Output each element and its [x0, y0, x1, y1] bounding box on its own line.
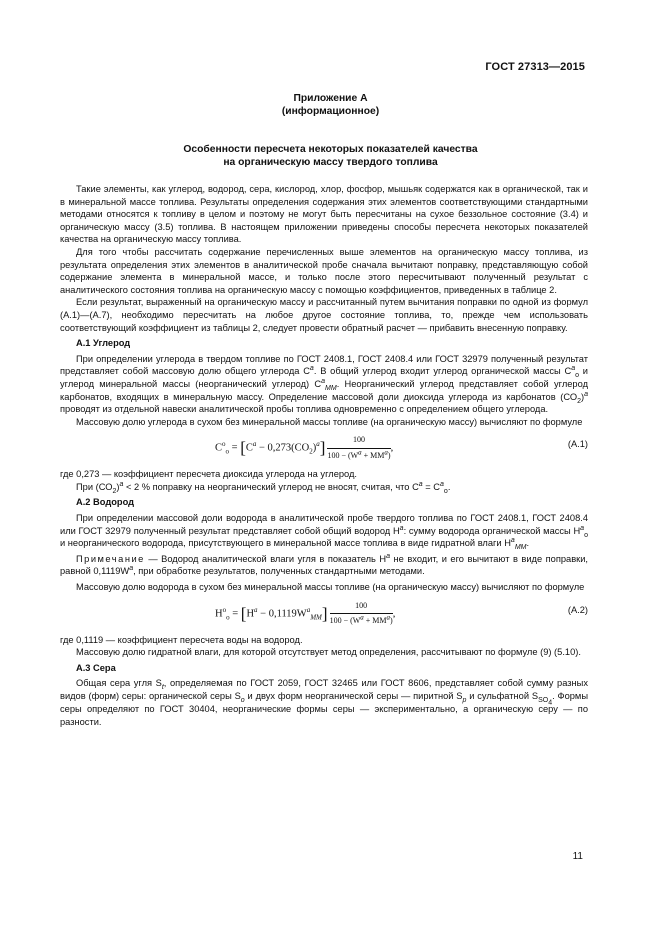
sulfur-paragraph: Общая сера угля $S_t$, определяемая по ГОСТ 2059, ГОСТ 32465 или ГОСТ 8606, представляет собой сумму разных видов (форм) серы: органической серы $S_o$ и двух форм неорганической серы — пиритной $S_p$ и сульфатной $S_{SO_4}$. Формы серы определяют по ГОСТ 30404, неорганические формы серы — экспериментально, а органическую серу — по разности. [60, 678, 588, 727]
formula-a1-number: (А.1) [567, 439, 588, 450]
title-line-2: на органическую массу твердого топлива [223, 157, 438, 168]
carbon-formula-intro: Массовую долю углерода в сухом без минеральной массы топливе (на органическую массу) вычисляют по формуле [76, 416, 583, 427]
hydrogen-paragraph-2: Массовую долю гидратной влаги, для которой отсутствует метод определения, рассчитывают по формуле (9) (5.10). [76, 647, 581, 658]
standard-number: ГОСТ 27313—2015 [485, 61, 585, 73]
page-title [0, 143, 661, 169]
formula-a2-expression: $Н^o_o = [Н^a - 0,1119W^a_{MM}]$ $\frac{100}{100 - (W^a + MM^a)}$ , [215, 600, 396, 626]
section-heading-sulfur: А.3 Сера [76, 662, 116, 673]
hydrogen-note: Примечание — Водород аналитической влаги угля в показатель $Н^a$ не входит, и его вычитают в виде поправки, равной $0,1119W^a$, при обработке результатов, полученных стандартными методами. [60, 552, 589, 577]
intro-paragraph: Такие элементы, как углерод, водород, сера, кислород, хлор, фосфор, мышьяк содержатся как в органической, так и в минеральной массе топлива. Результаты определения содержания этих элементов соответствующими стандартными методами относятся к топливу в целом и поэтому не могут быть пересчитаны на сухое беззольное состояние (3.4) и органическую массу (3.5) топлива. В настоящем приложении приведены способы пересчета некоторых показателей качества на органическую массу топлива. [60, 184, 588, 245]
annex-heading [0, 92, 661, 118]
hydrogen-where: где 0,1119 — коэффициент пересчета воды на водород. [60, 634, 303, 645]
intro-paragraph: Если результат, выраженный на органическую массу и рассчитанный путем вычитания поправки по одной из формул (А.1)—(А.7), необходимо пересчитать на любое другое состояние топлива, то, прежде чем использовать соответствующий коэффициент из таблицы 2, следует провести обратный расчет — прибавить внесенную поправку. [60, 297, 588, 333]
page-number: 11 [572, 851, 583, 862]
intro-paragraph: Для того чтобы рассчитать содержание перечисленных выше элементов на органическую массу топлива, из результата определения этих элементов в аналитической пробе сначала вычитают поправку, представляющую собой содержание элемента в минеральной массе, и только после этого пересчитывают полученный результат с аналитического состояния топлива на органическую массу с помощью коэффициентов, приведенных в таблице 2. [60, 246, 588, 295]
carbon-where: где 0,273 — коэффициент пересчета диоксида углерода на углерод. [60, 469, 358, 480]
carbon-paragraph: При определении углерода в твердом топливе по ГОСТ 2408.1, ГОСТ 2408.4 или ГОСТ 32979 полученный результат представляет собой массовую долю общего углерода $С^a$. В общий углерод входит углерод органической массы $С^a_o$ и углерод минеральной массы (неорганический углерод) $С^a_{MM}$. Неорганический углерод представляет собой углерод карбонатов, входящих в минеральную массу. Определение массовой доли диоксида углерода из карбонатов $(СО_2)^a$ проводят из отдельной навески аналитической пробы топлива одновременно с определением общего углерода. [60, 353, 588, 415]
title-line-1: Особенности пересчета некоторых показателей качества [183, 144, 478, 155]
annex-subtitle: (информационное) [281, 106, 380, 117]
annex-title: Приложение А [293, 93, 368, 104]
section-heading-hydrogen: А.2 Водород [76, 497, 135, 508]
body-text [60, 183, 588, 728]
carbon-note: При $(СО_2)^a < 2$ % поправку на неорганический углерод не вносят, считая, что $С^a = С^a_o$. [76, 480, 451, 495]
hydrogen-paragraph: При определении массовой доли водорода в аналитической пробе твердого топлива по ГОСТ 2408.1, ГОСТ 2408.4 или ГОСТ 32979 полученный результат представляет собой общий водород $Н^a$: сумму водорода органической массы $Н^a_o$ и неорганического водорода, присутствующего в минеральной массе топлива в виде гидратной влаги $Н^a_{MM}$. [60, 513, 588, 552]
section-heading-carbon: А.1 Углерод [76, 338, 131, 349]
formula-a1 [60, 428, 588, 468]
formula-a2-number: (А.2) [567, 604, 588, 615]
hydrogen-formula-intro: Массовую долю водорода в сухом без минеральной массы топливе (на органическую массу) вычисляют по формуле [76, 582, 585, 593]
formula-a1-expression: $С^o_o = [С^a - 0,273(СО_2)^a]$ $\frac{100}{100 - (W^a + MM^a)}$ , [215, 435, 394, 460]
formula-a2 [60, 594, 588, 634]
